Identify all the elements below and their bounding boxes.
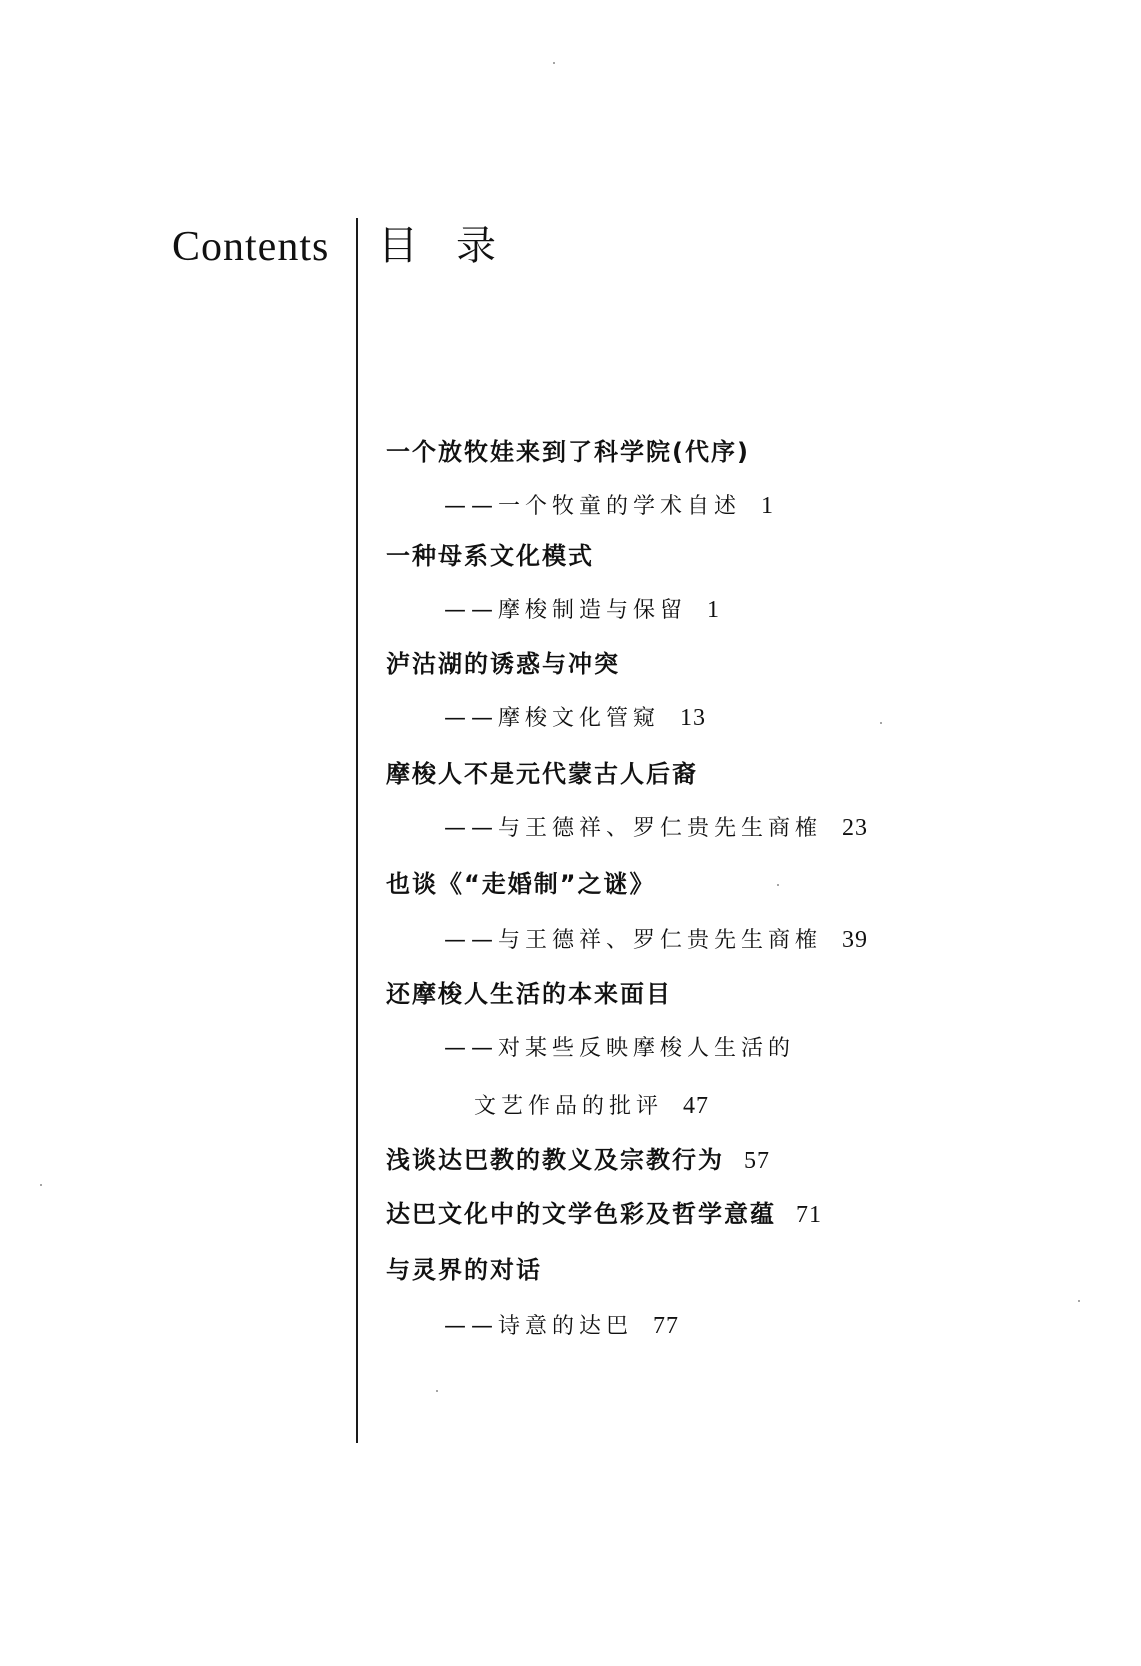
- toc-entry-title: [386, 544, 594, 568]
- toc-entry-subtitle: [444, 928, 868, 952]
- toc-entry-text: ——一个牧童的学术自述: [444, 494, 742, 519]
- toc-page-number: 23: [842, 815, 869, 841]
- toc-entry-title: [386, 1148, 770, 1173]
- toc-entry-text: 达巴文化中的文学色彩及哲学意蕴: [386, 1200, 776, 1228]
- scan-speck: [436, 1390, 438, 1392]
- scan-speck: [40, 1184, 42, 1186]
- toc-entry-text: ——对某些反映摩梭人生活的: [444, 1036, 796, 1061]
- toc-entry-title: [386, 1258, 542, 1282]
- scan-speck: [777, 884, 779, 886]
- toc-page-number: 71: [796, 1202, 822, 1228]
- toc-entry-subtitle: [444, 598, 720, 622]
- contents-heading-chinese: 目录: [378, 223, 534, 269]
- toc-page-number: 1: [707, 597, 721, 623]
- scan-speck: [1078, 1300, 1080, 1302]
- toc-entry-subtitle: [444, 494, 774, 518]
- toc-entry-text: ——诗意的达巴: [444, 1314, 634, 1339]
- toc-entry-subtitle: [444, 816, 868, 840]
- toc-entry-text: 浅谈达巴教的教义及宗教行为: [386, 1146, 724, 1174]
- toc-entry-title: [386, 652, 620, 676]
- toc-entry-text: 还摩梭人生活的本来面目: [386, 980, 672, 1008]
- toc-entry-title: [386, 762, 698, 786]
- toc-entry-text: 一种母系文化模式: [386, 542, 594, 570]
- contents-heading-english: Contents: [172, 224, 330, 270]
- toc-page-number: 1: [761, 493, 775, 519]
- scan-speck: [553, 62, 555, 64]
- toc-page-number: 13: [680, 705, 707, 731]
- toc-entry-title: [386, 872, 656, 896]
- toc-entry-subtitle-continued: [474, 1094, 709, 1118]
- scan-speck: [880, 722, 882, 724]
- toc-entry-text: ——摩梭文化管窥: [444, 706, 661, 731]
- toc-entry-subtitle: [444, 1314, 679, 1338]
- toc-entry-title: [386, 1202, 822, 1227]
- toc-entry-title: [386, 440, 750, 464]
- toc-entry-text: ——摩梭制造与保留: [444, 598, 688, 623]
- toc-entry-text: 也谈《“走婚制”之谜》: [386, 870, 656, 898]
- toc-entry-text: 泸沽湖的诱惑与冲突: [386, 650, 620, 678]
- toc-entry-subtitle: [444, 1038, 795, 1060]
- toc-page-number: 47: [683, 1093, 710, 1119]
- toc-entry-subtitle: [444, 706, 706, 730]
- toc-entry-text: 一个放牧娃来到了科学院(代序): [386, 438, 750, 466]
- toc-entry-text: ——与王德祥、罗仁贵先生商榷: [444, 928, 823, 953]
- toc-entry-text: ——与王德祥、罗仁贵先生商榷: [444, 816, 823, 841]
- toc-page-number: 77: [653, 1313, 680, 1339]
- toc-entry-text: 摩梭人不是元代蒙古人后裔: [386, 760, 698, 788]
- toc-page-number: 57: [744, 1148, 770, 1174]
- toc-page-number: 39: [842, 927, 869, 953]
- toc-entry-text: 与灵界的对话: [386, 1256, 542, 1284]
- toc-entry-title: [386, 982, 672, 1006]
- toc-entry-text: 文艺作品的批评: [474, 1094, 664, 1119]
